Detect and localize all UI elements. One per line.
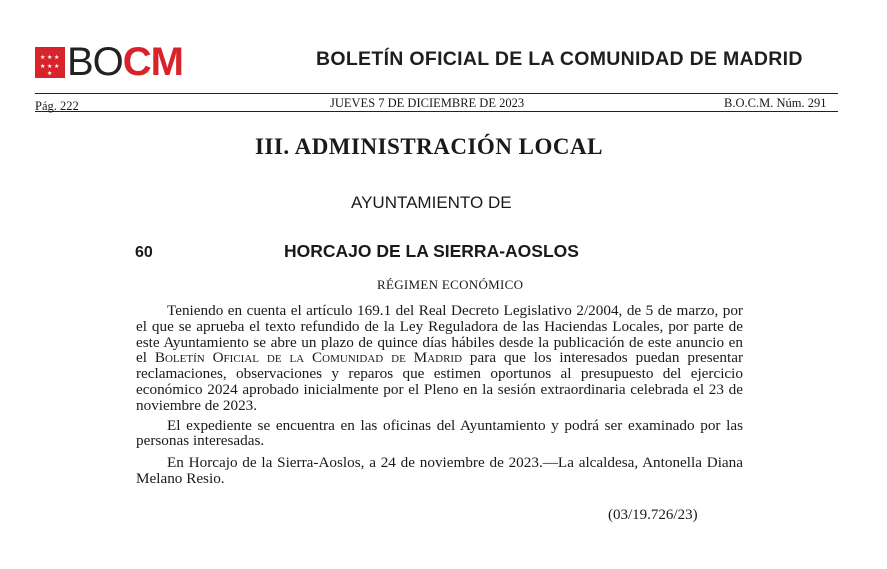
logo-text: BOCM [67,40,184,84]
paragraph-3: En Horcajo de la Sierra-Aoslos, a 24 de noviembre de 2023.—La alcaldesa, Antonella Diana Melano Resio. [136,454,743,487]
announcement-number: 60 [135,244,153,261]
municipality-name: HORCAJO DE LA SIERRA-AOSLOS [284,241,579,261]
page-number: Pág. 222 [35,99,79,113]
header-rule-bottom [35,111,838,112]
subject-heading: RÉGIMEN ECONÓMICO [377,277,524,292]
section-title: III. ADMINISTRACIÓN LOCAL [255,134,603,159]
paragraph-1: Teniendo en cuenta el artículo 169.1 del Real Decreto Legislativo 2/2004, de 5 de marzo, por el que se aprueba el texto refundido de la Ley Reguladora de las Haciendas Locales, por parte de este Ayuntamiento se abre un plazo de quince días hábiles desde la publicación de este anuncio en el Boletín Oficial de la Comunidad de Madrid para que los interesados puedan presentar reclamaciones, observaciones y reparos que estimen oportunos al presupuesto del ejercicio económico 2024 aprobado inicialmente por el Pleno en la sesión extraordinaria celebrada el 23 de noviembre de 2023. [136,302,744,414]
issue-number: B.O.C.M. Núm. 291 [724,96,827,110]
announcement-body [136,303,743,487]
announcement-reference: (03/19.726/23) [608,507,698,523]
publication-date: JUEVES 7 DE DICIEMBRE DE 2023 [330,96,525,110]
paragraph-2: El expediente se encuentra en las oficinas del Ayuntamiento y podrá ser examinado por las personas interesadas. [136,416,743,450]
header-rule-top [35,93,838,94]
bocm-reference: Boletín Oficial de la Comunidad de Madrid [154,349,463,367]
bocm-logo [35,40,184,84]
publication-title: BOLETÍN OFICIAL DE LA COMUNIDAD DE MADRID [316,48,803,70]
ayuntamiento-label: AYUNTAMIENTO DE [351,193,512,212]
madrid-stars-icon: ★ ★ ★ ★ ★ ★ ★ [35,47,65,78]
